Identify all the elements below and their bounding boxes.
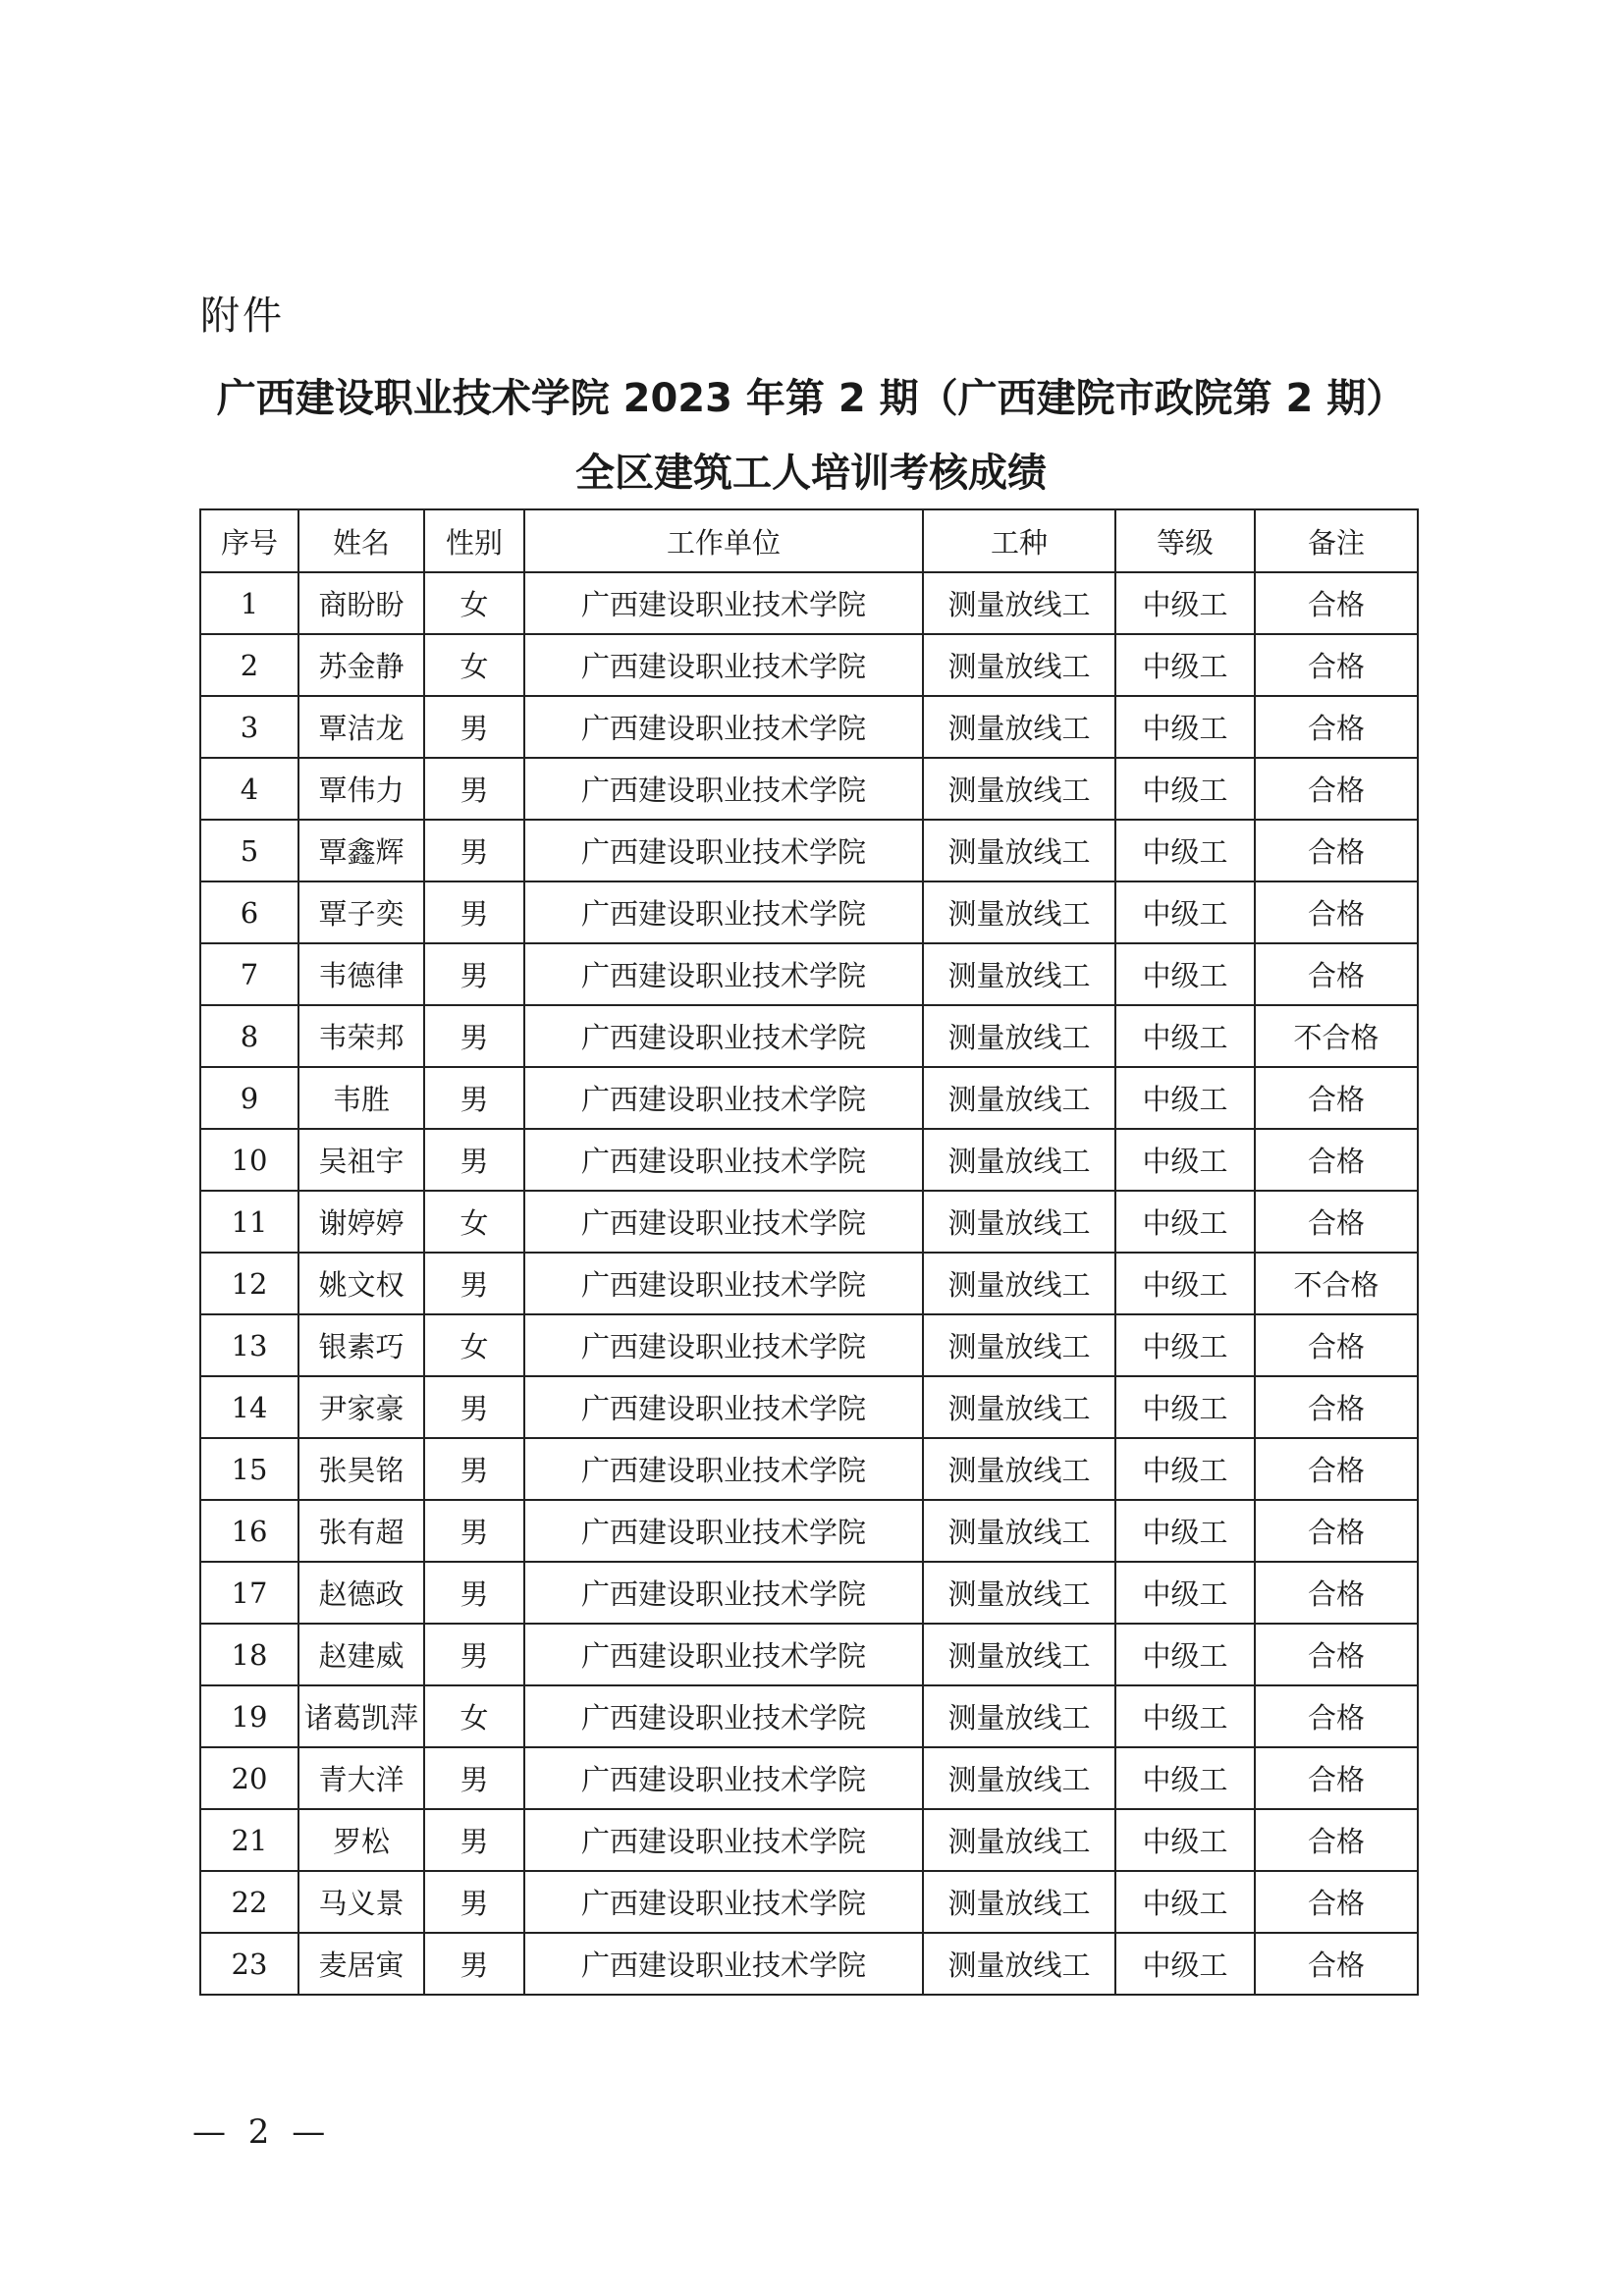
cell-index: 9: [200, 1067, 298, 1129]
cell-gender: 男: [424, 1438, 524, 1500]
cell-remark: 合格: [1255, 1685, 1418, 1747]
cell-index: 3: [200, 696, 298, 758]
cell-gender: 女: [424, 572, 524, 634]
cell-index: 4: [200, 758, 298, 820]
table-row: [200, 572, 1418, 634]
cell-remark: 不合格: [1255, 1253, 1418, 1314]
cell-index: 5: [200, 820, 298, 881]
cell-level: 中级工: [1115, 1438, 1255, 1500]
cell-employer: 广西建设职业技术学院: [524, 1376, 923, 1438]
cell-level: 中级工: [1115, 1562, 1255, 1624]
cell-level: 中级工: [1115, 1747, 1255, 1809]
table-row: [200, 758, 1418, 820]
cell-name: 韦荣邦: [298, 1005, 424, 1067]
cell-remark: 合格: [1255, 696, 1418, 758]
cell-trade: 测量放线工: [923, 634, 1115, 696]
cell-level: 中级工: [1115, 634, 1255, 696]
cell-trade: 测量放线工: [923, 1005, 1115, 1067]
cell-employer: 广西建设职业技术学院: [524, 1871, 923, 1933]
cell-index: 15: [200, 1438, 298, 1500]
results-table: [199, 508, 1419, 1996]
cell-trade: 测量放线工: [923, 881, 1115, 943]
cell-name: 张有超: [298, 1500, 424, 1562]
cell-trade: 测量放线工: [923, 1871, 1115, 1933]
table-body: [200, 572, 1418, 1995]
cell-gender: 男: [424, 1376, 524, 1438]
cell-name: 麦居寅: [298, 1933, 424, 1995]
cell-level: 中级工: [1115, 1191, 1255, 1253]
cell-gender: 男: [424, 1809, 524, 1871]
cell-gender: 男: [424, 1624, 524, 1685]
cell-gender: 男: [424, 1747, 524, 1809]
cell-remark: 合格: [1255, 1067, 1418, 1129]
cell-remark: 合格: [1255, 881, 1418, 943]
table-row: [200, 1191, 1418, 1253]
cell-gender: 男: [424, 696, 524, 758]
table-row: [200, 1314, 1418, 1376]
cell-employer: 广西建设职业技术学院: [524, 1438, 923, 1500]
cell-gender: 男: [424, 1005, 524, 1067]
cell-index: 23: [200, 1933, 298, 1995]
cell-employer: 广西建设职业技术学院: [524, 572, 923, 634]
cell-name: 覃子奕: [298, 881, 424, 943]
table-row: [200, 820, 1418, 881]
cell-remark: 合格: [1255, 820, 1418, 881]
cell-level: 中级工: [1115, 881, 1255, 943]
cell-remark: 合格: [1255, 1562, 1418, 1624]
cell-gender: 女: [424, 1314, 524, 1376]
cell-trade: 测量放线工: [923, 1129, 1115, 1191]
cell-remark: 合格: [1255, 1933, 1418, 1995]
table-row: [200, 1685, 1418, 1747]
document-subtitle: 全区建筑工人培训考核成绩: [575, 451, 1047, 496]
cell-remark: 合格: [1255, 1438, 1418, 1500]
cell-employer: 广西建设职业技术学院: [524, 1747, 923, 1809]
cell-trade: 测量放线工: [923, 1624, 1115, 1685]
cell-trade: 测量放线工: [923, 1685, 1115, 1747]
cell-level: 中级工: [1115, 1871, 1255, 1933]
cell-level: 中级工: [1115, 1933, 1255, 1995]
column-header-name: 姓名: [298, 509, 424, 572]
table-header: [200, 509, 1418, 572]
cell-employer: 广西建设职业技术学院: [524, 1685, 923, 1747]
cell-trade: 测量放线工: [923, 1809, 1115, 1871]
cell-name: 银素巧: [298, 1314, 424, 1376]
cell-index: 1: [200, 572, 298, 634]
table-row: [200, 1562, 1418, 1624]
cell-name: 马义景: [298, 1871, 424, 1933]
cell-trade: 测量放线工: [923, 1500, 1115, 1562]
cell-employer: 广西建设职业技术学院: [524, 943, 923, 1005]
page-number: — 2 —: [192, 2112, 332, 2152]
cell-trade: 测量放线工: [923, 1191, 1115, 1253]
table-row: [200, 1933, 1418, 1995]
column-header-trade: 工种: [923, 509, 1115, 572]
cell-gender: 男: [424, 1500, 524, 1562]
cell-employer: 广西建设职业技术学院: [524, 1253, 923, 1314]
cell-index: 12: [200, 1253, 298, 1314]
cell-index: 7: [200, 943, 298, 1005]
cell-name: 青大洋: [298, 1747, 424, 1809]
cell-name: 吴祖宇: [298, 1129, 424, 1191]
cell-name: 商盼盼: [298, 572, 424, 634]
table-row: [200, 1624, 1418, 1685]
table-row: [200, 1871, 1418, 1933]
cell-index: 8: [200, 1005, 298, 1067]
cell-gender: 男: [424, 758, 524, 820]
cell-gender: 男: [424, 1067, 524, 1129]
cell-trade: 测量放线工: [923, 1438, 1115, 1500]
cell-employer: 广西建设职业技术学院: [524, 1809, 923, 1871]
cell-index: 22: [200, 1871, 298, 1933]
cell-index: 20: [200, 1747, 298, 1809]
cell-employer: 广西建设职业技术学院: [524, 820, 923, 881]
cell-gender: 男: [424, 1871, 524, 1933]
cell-name: 覃伟力: [298, 758, 424, 820]
cell-level: 中级工: [1115, 572, 1255, 634]
cell-name: 谢婷婷: [298, 1191, 424, 1253]
cell-remark: 合格: [1255, 1871, 1418, 1933]
cell-name: 张昊铭: [298, 1438, 424, 1500]
cell-level: 中级工: [1115, 1685, 1255, 1747]
table-row: [200, 1067, 1418, 1129]
cell-remark: 合格: [1255, 634, 1418, 696]
cell-trade: 测量放线工: [923, 820, 1115, 881]
cell-level: 中级工: [1115, 1624, 1255, 1685]
cell-gender: 男: [424, 881, 524, 943]
cell-employer: 广西建设职业技术学院: [524, 758, 923, 820]
cell-index: 19: [200, 1685, 298, 1747]
cell-employer: 广西建设职业技术学院: [524, 1129, 923, 1191]
cell-trade: 测量放线工: [923, 1747, 1115, 1809]
cell-gender: 男: [424, 1933, 524, 1995]
cell-gender: 男: [424, 820, 524, 881]
cell-name: 覃洁龙: [298, 696, 424, 758]
cell-remark: 合格: [1255, 1624, 1418, 1685]
cell-index: 16: [200, 1500, 298, 1562]
table-row: [200, 634, 1418, 696]
cell-trade: 测量放线工: [923, 572, 1115, 634]
cell-employer: 广西建设职业技术学院: [524, 881, 923, 943]
cell-index: 17: [200, 1562, 298, 1624]
cell-employer: 广西建设职业技术学院: [524, 696, 923, 758]
cell-employer: 广西建设职业技术学院: [524, 634, 923, 696]
cell-gender: 女: [424, 1191, 524, 1253]
table-row: [200, 881, 1418, 943]
cell-name: 韦德律: [298, 943, 424, 1005]
table-row: [200, 1376, 1418, 1438]
cell-employer: 广西建设职业技术学院: [524, 1005, 923, 1067]
column-header-level: 等级: [1115, 509, 1255, 572]
cell-name: 赵建威: [298, 1624, 424, 1685]
cell-name: 苏金静: [298, 634, 424, 696]
cell-trade: 测量放线工: [923, 1314, 1115, 1376]
cell-employer: 广西建设职业技术学院: [524, 1191, 923, 1253]
table-row: [200, 1809, 1418, 1871]
cell-index: 14: [200, 1376, 298, 1438]
cell-index: 6: [200, 881, 298, 943]
table-row: [200, 1253, 1418, 1314]
cell-trade: 测量放线工: [923, 943, 1115, 1005]
cell-trade: 测量放线工: [923, 1067, 1115, 1129]
attachment-label: 附件: [200, 294, 285, 339]
cell-level: 中级工: [1115, 1005, 1255, 1067]
cell-remark: 合格: [1255, 943, 1418, 1005]
cell-remark: 合格: [1255, 1314, 1418, 1376]
cell-remark: 合格: [1255, 1376, 1418, 1438]
cell-employer: 广西建设职业技术学院: [524, 1624, 923, 1685]
cell-name: 覃鑫辉: [298, 820, 424, 881]
column-header-index: 序号: [200, 509, 298, 572]
cell-remark: 合格: [1255, 1191, 1418, 1253]
cell-gender: 女: [424, 634, 524, 696]
cell-remark: 合格: [1255, 1747, 1418, 1809]
cell-remark: 不合格: [1255, 1005, 1418, 1067]
cell-index: 10: [200, 1129, 298, 1191]
cell-remark: 合格: [1255, 758, 1418, 820]
cell-trade: 测量放线工: [923, 1376, 1115, 1438]
cell-remark: 合格: [1255, 572, 1418, 634]
cell-gender: 男: [424, 1562, 524, 1624]
cell-index: 13: [200, 1314, 298, 1376]
cell-level: 中级工: [1115, 1314, 1255, 1376]
table-row: [200, 1005, 1418, 1067]
column-header-gender: 性别: [424, 509, 524, 572]
cell-gender: 男: [424, 943, 524, 1005]
cell-employer: 广西建设职业技术学院: [524, 1562, 923, 1624]
document-title: 广西建设职业技术学院 2023 年第 2 期（广西建院市政院第 2 期）: [216, 376, 1406, 421]
cell-level: 中级工: [1115, 1129, 1255, 1191]
cell-level: 中级工: [1115, 1253, 1255, 1314]
column-header-employer: 工作单位: [524, 509, 923, 572]
table-row: [200, 1438, 1418, 1500]
cell-level: 中级工: [1115, 758, 1255, 820]
cell-name: 韦胜: [298, 1067, 424, 1129]
cell-name: 诸葛凯萍: [298, 1685, 424, 1747]
cell-employer: 广西建设职业技术学院: [524, 1500, 923, 1562]
cell-employer: 广西建设职业技术学院: [524, 1314, 923, 1376]
cell-trade: 测量放线工: [923, 696, 1115, 758]
cell-name: 赵德政: [298, 1562, 424, 1624]
cell-name: 姚文权: [298, 1253, 424, 1314]
cell-remark: 合格: [1255, 1809, 1418, 1871]
header-row: [200, 509, 1418, 572]
cell-gender: 男: [424, 1129, 524, 1191]
cell-remark: 合格: [1255, 1129, 1418, 1191]
cell-employer: 广西建设职业技术学院: [524, 1067, 923, 1129]
cell-name: 罗松: [298, 1809, 424, 1871]
table-row: [200, 943, 1418, 1005]
table-row: [200, 696, 1418, 758]
cell-index: 21: [200, 1809, 298, 1871]
column-header-remark: 备注: [1255, 509, 1418, 572]
cell-trade: 测量放线工: [923, 1562, 1115, 1624]
cell-trade: 测量放线工: [923, 1933, 1115, 1995]
cell-index: 2: [200, 634, 298, 696]
cell-gender: 男: [424, 1253, 524, 1314]
cell-gender: 女: [424, 1685, 524, 1747]
cell-employer: 广西建设职业技术学院: [524, 1933, 923, 1995]
cell-level: 中级工: [1115, 1376, 1255, 1438]
cell-level: 中级工: [1115, 1809, 1255, 1871]
table-row: [200, 1500, 1418, 1562]
cell-remark: 合格: [1255, 1500, 1418, 1562]
cell-name: 尹家豪: [298, 1376, 424, 1438]
cell-level: 中级工: [1115, 1500, 1255, 1562]
cell-index: 11: [200, 1191, 298, 1253]
cell-index: 18: [200, 1624, 298, 1685]
cell-trade: 测量放线工: [923, 758, 1115, 820]
cell-level: 中级工: [1115, 1067, 1255, 1129]
cell-trade: 测量放线工: [923, 1253, 1115, 1314]
cell-level: 中级工: [1115, 696, 1255, 758]
cell-level: 中级工: [1115, 820, 1255, 881]
table-row: [200, 1747, 1418, 1809]
cell-level: 中级工: [1115, 943, 1255, 1005]
table-row: [200, 1129, 1418, 1191]
